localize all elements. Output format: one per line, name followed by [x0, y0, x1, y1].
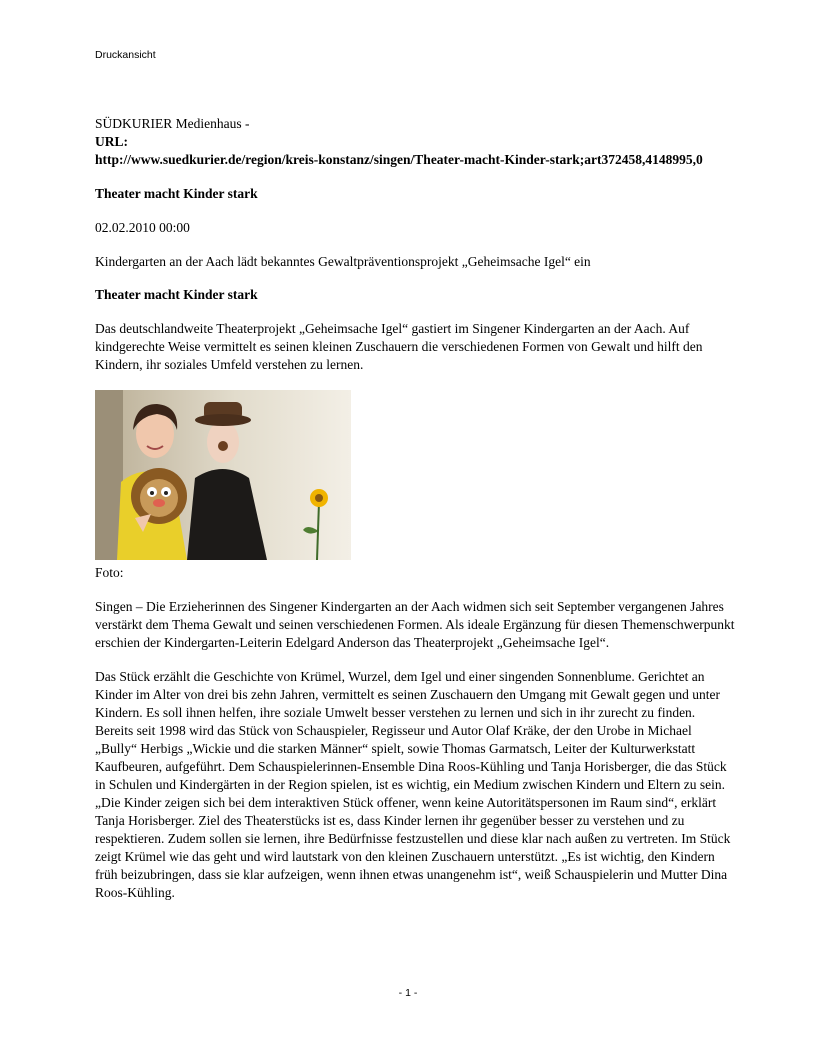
- article-title: Theater macht Kinder stark: [95, 186, 258, 201]
- article-teaser: Kindergarten an der Aach lädt bekanntes Gewaltpräventionsprojekt „Geheimsache Igel“ ein: [95, 254, 591, 269]
- article-date: 02.02.2010 00:00: [95, 220, 190, 235]
- article-photo: [95, 390, 351, 560]
- article-paragraph-2: Das Stück erzählt die Geschichte von Krümel, Wurzel, dem Igel und einer singenden Sonnenblume. Gerichtet an Kinder im Alter von drei bis zehn Jahren, vermittelt es seinen Zuschauern den Umgang mit Gewalt gegen und unter Kindern. Es soll ihnen helfen, ihre soziale Umwelt besser verstehen zu lernen und sich in ihr zurecht zu finden. Bereits seit 1998 wird das Stück von Schauspieler, Regisseur und Autor Olaf Kräke, der den Urobe in Michael „Bully“ Herbigs „Wickie und die starken Männer“ spielt, sowie Thomas Garmatsch, Leiter der Kulturwerkstatt Kaufbeuren, aufgeführt. Dem Schauspielerinnen-Ensemble Dina Roos-Kühling und Tanja Horisberger, die das Stück in Schulen und Kindergärten in der Region spielen, ist es wichtig, ein Medium zwischen Kindern und Eltern zu sein. „Die Kinder zeigen sich bei dem interaktiven Stück offener, wenn keine Autoritätspersonen im Raum sind“, erklärt Tanja Horisberger. Ziel des Theaterstücks ist es, dass Kinder lernen ihr gegenüber besser zu verstehen und zu respektieren. Zudem sollen sie lernen, ihre Bedürfnisse festzustellen und diese klar nach außen zu vertreten. Im Stück zeigt Krümel wie das geht und wird lautstark von den kleinen Zuschauern unterstützt. „Es ist wichtig, den Kindern früh beizubringen, dass sie klar aufzeigen, wenn ihnen etwas unangenehm ist“, weiß Schauspielerin und Mutter Dina Roos-Kühling.: [95, 669, 731, 900]
- article-url: http://www.suedkurier.de/region/kreis-konstanz/singen/Theater-macht-Kinder-stark;art372458,4148995,0: [95, 152, 703, 167]
- article-paragraph-1: Singen – Die Erzieherinnen des Singener Kindergarten an der Aach widmen sich seit September vergangenen Jahres verstärkt dem Thema Gewalt und seinen verschiedenen Formen. Als ideale Ergänzung für diesen Themenschwerpunkt erschien der Kindergarten-Leiterin Edelgard Anderson das Theaterprojekt „Geheimsache Igel“.: [95, 599, 735, 650]
- article-intro: Das deutschlandweite Theaterprojekt „Geheimsache Igel“ gastiert im Singener Kindergarten an der Aach. Auf kindgerechte Weise vermittelt es seinen kleinen Zuschauern die verschiedenen Formen von Gewalt und hilft den Kindern, ihr soziales Umfeld verstehen zu lernen.: [95, 321, 703, 372]
- url-label: URL:: [95, 134, 128, 149]
- print-view-label: Druckansicht: [95, 49, 156, 61]
- source-name: SÜDKURIER Medienhaus -: [95, 116, 250, 131]
- article-content: [95, 115, 735, 902]
- page-number: - 1 -: [398, 987, 418, 999]
- article-subtitle: Theater macht Kinder stark: [95, 287, 258, 302]
- photo-caption: Foto:: [95, 565, 124, 580]
